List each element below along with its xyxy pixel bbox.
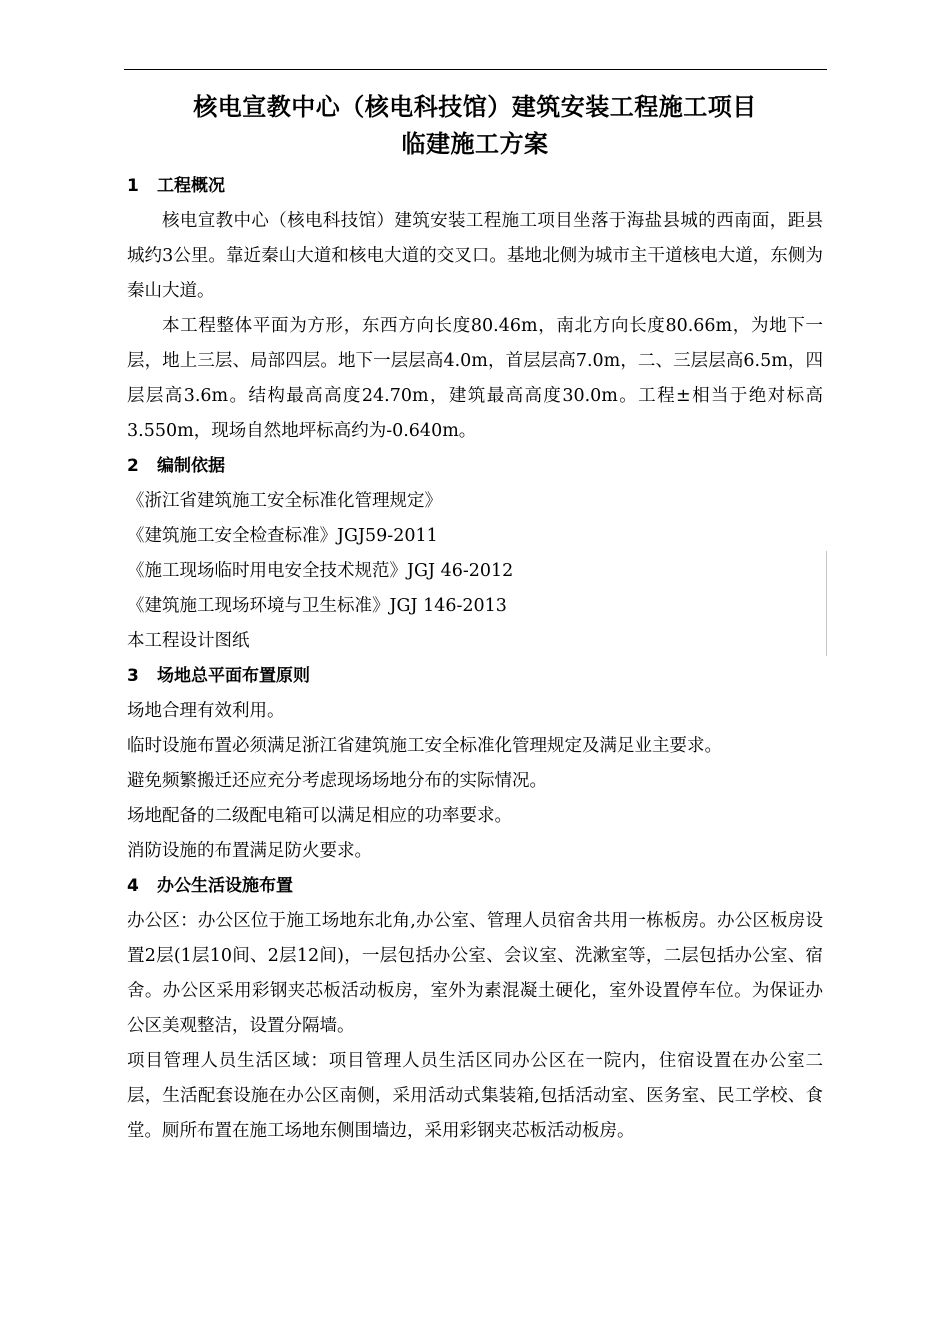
document-title-line-1: 核电宣教中心（核电科技馆）建筑安装工程施工项目	[193, 92, 757, 121]
section-heading	[127, 659, 823, 694]
reference-item: 《建筑施工现场环境与卫生标准》JGJ 146-2013	[127, 596, 507, 616]
section-number: 3	[127, 666, 139, 686]
section-title: 场地总平面布置原则	[157, 666, 310, 686]
section-3	[127, 659, 823, 869]
section-number: 4	[127, 876, 139, 896]
document-body	[127, 169, 823, 1149]
section-2	[127, 449, 823, 659]
section-1	[127, 169, 823, 449]
reference-item: 《浙江省建筑施工安全标准化管理规定》	[127, 491, 442, 511]
reference-item: 《施工现场临时用电安全技术规范》JGJ 46-2012	[127, 561, 514, 581]
paragraph: 核电宣教中心（核电科技馆）建筑安装工程施工项目坐落于海盐县城的西南面，距县城约3公里。靠近秦山大道和核电大道的交叉口。基地北侧为城市主干道核电大道，东侧为秦山大道。	[127, 211, 823, 301]
principle-item: 避免频繁搬迁还应充分考虑现场场地分布的实际情况。	[127, 771, 547, 791]
principle-item: 场地配备的二级配电箱可以满足相应的功率要求。	[127, 806, 512, 826]
document-title-line-2: 临建施工方案	[401, 129, 549, 158]
reference-item: 《建筑施工安全检查标准》JGJ59-2011	[127, 526, 438, 546]
section-title: 编制依据	[157, 456, 225, 476]
margin-rule	[826, 551, 827, 656]
paragraph: 办公区：办公区位于施工场地东北角,办公室、管理人员宿舍共用一栋板房。办公区板房设置2层(1层10间、2层12间)，一层包括办公室、会议室、洗漱室等，二层包括办公室、宿舍。办公区采用彩钢夹芯板活动板房，室外为素混凝土硬化，室外设置停车位。为保证办公区美观整洁，设置分隔墙。	[127, 911, 823, 1036]
paragraph: 项目管理人员生活区域：项目管理人员生活区同办公区在一院内，住宿设置在办公室二层，生活配套设施在办公区南侧，采用活动式集装箱,包括活动室、医务室、民工学校、食堂。厕所布置在施工场地东侧围墙边，采用彩钢夹芯板活动板房。	[127, 1051, 823, 1141]
header-rule	[124, 69, 827, 70]
section-heading	[127, 869, 823, 904]
section-title: 办公生活设施布置	[157, 876, 293, 896]
principle-item: 消防设施的布置满足防火要求。	[127, 841, 372, 861]
section-number: 1	[127, 176, 139, 196]
reference-item: 本工程设计图纸	[127, 631, 250, 651]
paragraph: 本工程整体平面为方形，东西方向长度80.46m，南北方向长度80.66m，为地下一层，地上三层、局部四层。地下一层层高4.0m，首层层高7.0m，二、三层层高6.5m，四层层高3.6m。结构最高高度24.70m，建筑最高高度30.0m。工程±相当于绝对标高3.550m，现场自然地坪标高约为-0.640m。	[127, 316, 823, 441]
section-4	[127, 869, 823, 1149]
principle-item: 临时设施布置必须满足浙江省建筑施工安全标准化管理规定及满足业主要求。	[127, 736, 722, 756]
principle-item: 场地合理有效利用。	[127, 701, 285, 721]
section-heading	[127, 169, 823, 204]
section-number: 2	[127, 456, 139, 476]
section-title: 工程概况	[157, 176, 225, 196]
section-heading	[127, 449, 823, 484]
